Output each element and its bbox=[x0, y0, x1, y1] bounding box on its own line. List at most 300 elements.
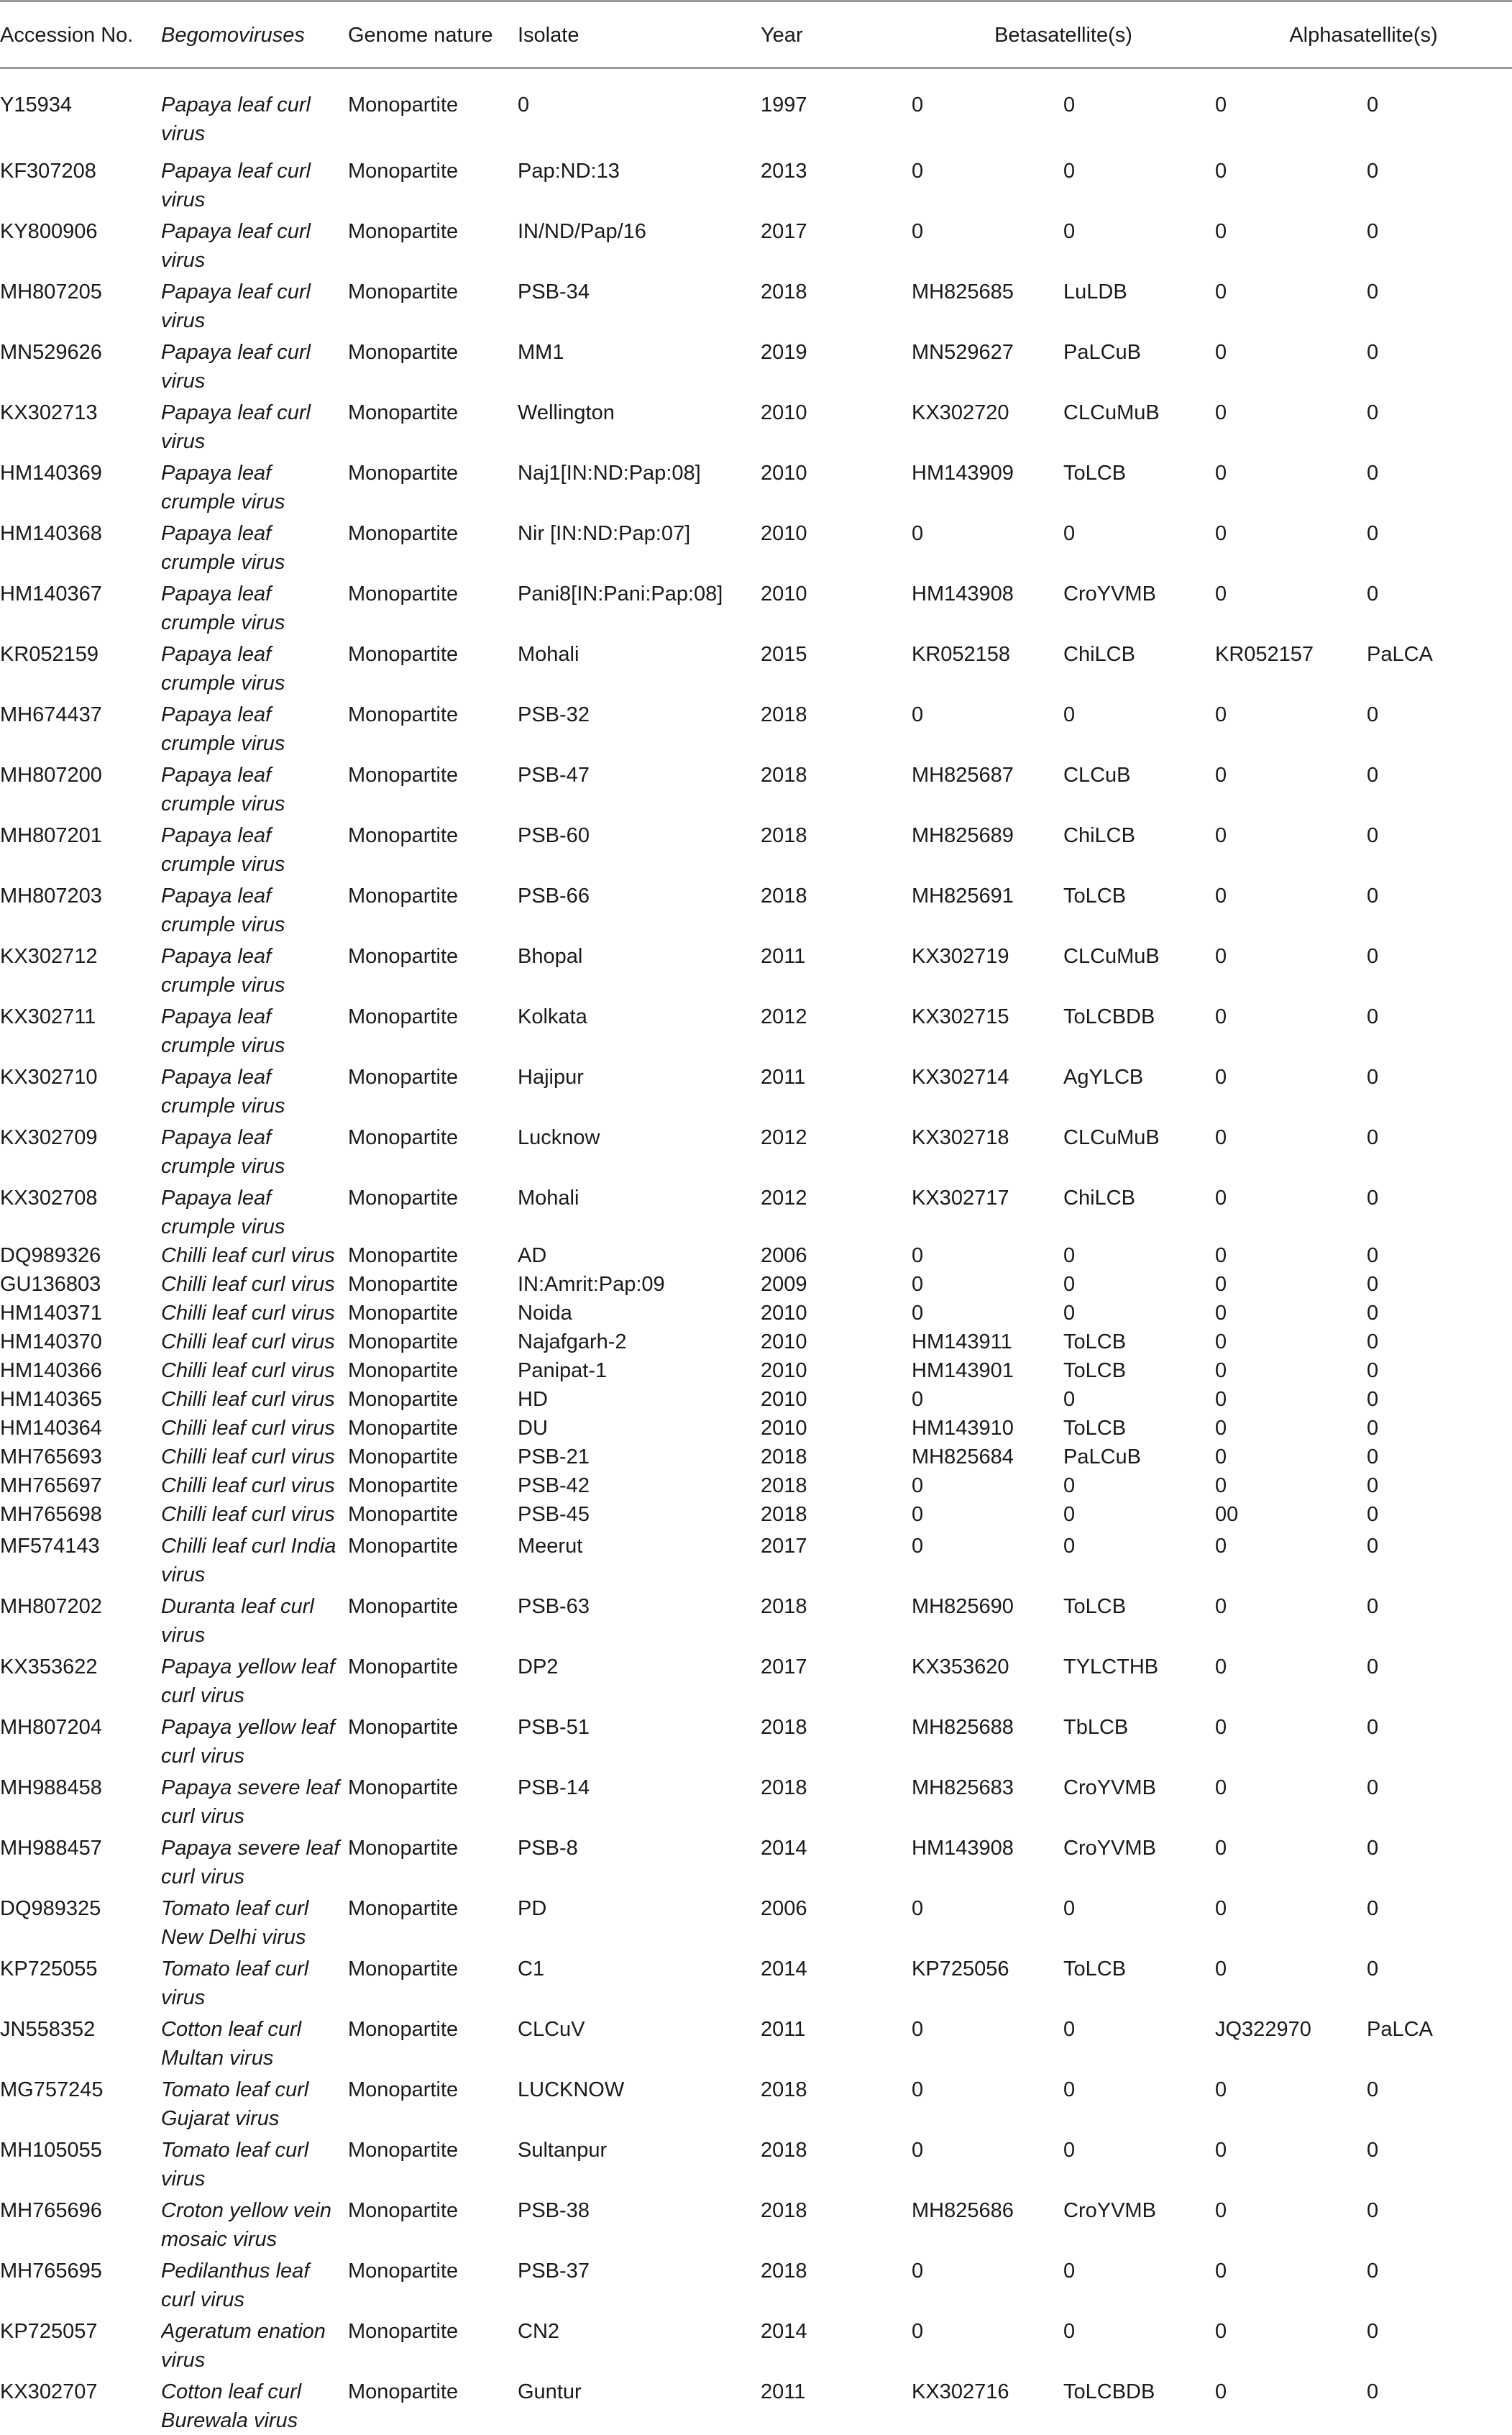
cell-isolate: PSB-8 bbox=[518, 1831, 761, 1891]
cell-alphasatellite-name: 0 bbox=[1367, 1299, 1512, 1328]
cell-isolate: IN:Amrit:Pap:09 bbox=[518, 1270, 761, 1299]
cell-betasatellite-name: TbLCB bbox=[1063, 1710, 1215, 1771]
cell-begomovirus: Papaya leaf crumple virus bbox=[161, 939, 348, 1000]
cell-begomovirus: Papaya leaf crumple virus bbox=[161, 758, 348, 818]
cell-accession: KP725057 bbox=[0, 2314, 161, 2375]
table-row bbox=[0, 2254, 1512, 2314]
table-row bbox=[0, 516, 1512, 577]
cell-isolate: PSB-60 bbox=[518, 818, 761, 879]
cell-alphasatellite-accession: 0 bbox=[1215, 939, 1367, 1000]
cell-year: 2018 bbox=[761, 2133, 912, 2193]
cell-betasatellite-accession: 0 bbox=[912, 1500, 1063, 1529]
cell-begomovirus: Papaya leaf curl virus bbox=[161, 68, 348, 155]
cell-alphasatellite-name: 0 bbox=[1367, 1181, 1512, 1241]
cell-isolate: Lucknow bbox=[518, 1120, 761, 1181]
cell-accession: HM140366 bbox=[0, 1356, 161, 1385]
cell-genome-nature: Monopartite bbox=[348, 818, 518, 879]
cell-begomovirus: Duranta leaf curl virus bbox=[161, 1589, 348, 1650]
cell-alphasatellite-name: 0 bbox=[1367, 1241, 1512, 1270]
cell-year: 2018 bbox=[761, 1771, 912, 1831]
cell-betasatellite-accession: KX302717 bbox=[912, 1181, 1063, 1241]
cell-year: 2018 bbox=[761, 1710, 912, 1771]
table-row bbox=[0, 1060, 1512, 1120]
cell-alphasatellite-name: 0 bbox=[1367, 818, 1512, 879]
table-row bbox=[0, 396, 1512, 456]
cell-alphasatellite-name: 0 bbox=[1367, 1952, 1512, 2012]
cell-accession: KF307208 bbox=[0, 154, 161, 214]
cell-genome-nature: Monopartite bbox=[348, 2133, 518, 2193]
cell-alphasatellite-name: 0 bbox=[1367, 577, 1512, 637]
cell-alphasatellite-accession: 0 bbox=[1215, 1241, 1367, 1270]
cell-alphasatellite-accession: 0 bbox=[1215, 2073, 1367, 2133]
cell-begomovirus: Ageratum enation virus bbox=[161, 2314, 348, 2375]
cell-genome-nature: Monopartite bbox=[348, 1060, 518, 1120]
table-row bbox=[0, 1831, 1512, 1891]
cell-alphasatellite-name: 0 bbox=[1367, 1385, 1512, 1414]
cell-accession: HM140367 bbox=[0, 577, 161, 637]
cell-betasatellite-name: 0 bbox=[1063, 1241, 1215, 1270]
cell-alphasatellite-accession: 0 bbox=[1215, 2375, 1367, 2435]
cell-accession: HM140370 bbox=[0, 1328, 161, 1356]
cell-year: 2006 bbox=[761, 1891, 912, 1952]
cell-begomovirus: Papaya leaf crumple virus bbox=[161, 637, 348, 698]
cell-betasatellite-name: ToLCB bbox=[1063, 1328, 1215, 1356]
table-row bbox=[0, 698, 1512, 758]
cell-begomovirus: Tomato leaf curl Gujarat virus bbox=[161, 2073, 348, 2133]
cell-alphasatellite-accession: JQ322970 bbox=[1215, 2012, 1367, 2073]
table-row bbox=[0, 1000, 1512, 1060]
cell-begomovirus: Tomato leaf curl virus bbox=[161, 2133, 348, 2193]
cell-betasatellite-name: ToLCB bbox=[1063, 879, 1215, 939]
cell-genome-nature: Monopartite bbox=[348, 214, 518, 275]
cell-begomovirus: Chilli leaf curl virus bbox=[161, 1500, 348, 1529]
cell-betasatellite-name: ChiLCB bbox=[1063, 637, 1215, 698]
cell-isolate: PSB-32 bbox=[518, 698, 761, 758]
header-begomoviruses: Begomoviruses bbox=[161, 1, 348, 68]
cell-genome-nature: Monopartite bbox=[348, 758, 518, 818]
cell-alphasatellite-name: 0 bbox=[1367, 2193, 1512, 2254]
cell-begomovirus: Pedilanthus leaf curl virus bbox=[161, 2254, 348, 2314]
table-row bbox=[0, 1385, 1512, 1414]
cell-genome-nature: Monopartite bbox=[348, 1710, 518, 1771]
cell-betasatellite-name: 0 bbox=[1063, 214, 1215, 275]
cell-alphasatellite-name: 0 bbox=[1367, 2133, 1512, 2193]
cell-year: 2018 bbox=[761, 698, 912, 758]
cell-genome-nature: Monopartite bbox=[348, 1891, 518, 1952]
cell-genome-nature: Monopartite bbox=[348, 2375, 518, 2435]
cell-betasatellite-name: CLCuMuB bbox=[1063, 1120, 1215, 1181]
cell-year: 2018 bbox=[761, 275, 912, 335]
cell-betasatellite-name: CroYVMB bbox=[1063, 2193, 1215, 2254]
cell-betasatellite-name: 0 bbox=[1063, 2073, 1215, 2133]
cell-alphasatellite-name: 0 bbox=[1367, 1471, 1512, 1500]
cell-accession: HM140369 bbox=[0, 456, 161, 516]
table-row bbox=[0, 2193, 1512, 2254]
cell-year: 2017 bbox=[761, 1529, 912, 1589]
cell-betasatellite-accession: KX353620 bbox=[912, 1650, 1063, 1710]
cell-alphasatellite-accession: 0 bbox=[1215, 68, 1367, 155]
cell-betasatellite-name: TYLCTHB bbox=[1063, 1650, 1215, 1710]
cell-year: 2011 bbox=[761, 939, 912, 1000]
cell-accession: HM140365 bbox=[0, 1385, 161, 1414]
cell-alphasatellite-accession: 0 bbox=[1215, 698, 1367, 758]
cell-alphasatellite-name: 0 bbox=[1367, 2254, 1512, 2314]
cell-genome-nature: Monopartite bbox=[348, 456, 518, 516]
cell-betasatellite-accession: 0 bbox=[912, 2254, 1063, 2314]
cell-betasatellite-accession: MN529627 bbox=[912, 335, 1063, 396]
cell-alphasatellite-accession: 0 bbox=[1215, 1181, 1367, 1241]
cell-begomovirus: Papaya leaf crumple virus bbox=[161, 1120, 348, 1181]
cell-betasatellite-accession: HM143909 bbox=[912, 456, 1063, 516]
cell-accession: MH765697 bbox=[0, 1471, 161, 1500]
cell-begomovirus: Papaya leaf curl virus bbox=[161, 335, 348, 396]
cell-begomovirus: Chilli leaf curl virus bbox=[161, 1471, 348, 1500]
cell-alphasatellite-accession: 0 bbox=[1215, 396, 1367, 456]
cell-isolate: Sultanpur bbox=[518, 2133, 761, 2193]
table-row bbox=[0, 758, 1512, 818]
cell-year: 2010 bbox=[761, 1299, 912, 1328]
cell-betasatellite-accession: KX302714 bbox=[912, 1060, 1063, 1120]
table-row bbox=[0, 275, 1512, 335]
cell-isolate: PSB-45 bbox=[518, 1500, 761, 1529]
cell-year: 2017 bbox=[761, 1650, 912, 1710]
cell-accession: MH807203 bbox=[0, 879, 161, 939]
cell-isolate: Pap:ND:13 bbox=[518, 154, 761, 214]
cell-alphasatellite-accession: 0 bbox=[1215, 1060, 1367, 1120]
table-row bbox=[0, 1443, 1512, 1471]
cell-alphasatellite-accession: 0 bbox=[1215, 1328, 1367, 1356]
cell-alphasatellite-name: 0 bbox=[1367, 1414, 1512, 1443]
cell-begomovirus: Chilli leaf curl virus bbox=[161, 1385, 348, 1414]
cell-alphasatellite-accession: 0 bbox=[1215, 335, 1367, 396]
cell-isolate: Meerut bbox=[518, 1529, 761, 1589]
cell-alphasatellite-accession: 0 bbox=[1215, 2254, 1367, 2314]
cell-accession: DQ989325 bbox=[0, 1891, 161, 1952]
cell-alphasatellite-accession: 0 bbox=[1215, 1000, 1367, 1060]
table-row bbox=[0, 154, 1512, 214]
cell-isolate: Mohali bbox=[518, 637, 761, 698]
header-betasatellites: Betasatellite(s) bbox=[912, 1, 1215, 68]
table-row bbox=[0, 1356, 1512, 1385]
cell-betasatellite-accession: MH825683 bbox=[912, 1771, 1063, 1831]
cell-genome-nature: Monopartite bbox=[348, 1270, 518, 1299]
cell-betasatellite-name: AgYLCB bbox=[1063, 1060, 1215, 1120]
cell-alphasatellite-name: 0 bbox=[1367, 1831, 1512, 1891]
cell-betasatellite-accession: KX302718 bbox=[912, 1120, 1063, 1181]
cell-accession: KR052159 bbox=[0, 637, 161, 698]
cell-year: 2018 bbox=[761, 1471, 912, 1500]
table-row bbox=[0, 879, 1512, 939]
cell-alphasatellite-name: 0 bbox=[1367, 1589, 1512, 1650]
cell-alphasatellite-name: 0 bbox=[1367, 698, 1512, 758]
cell-alphasatellite-accession: 0 bbox=[1215, 1414, 1367, 1443]
cell-year: 2012 bbox=[761, 1000, 912, 1060]
cell-betasatellite-name: 0 bbox=[1063, 1500, 1215, 1529]
cell-accession: MH765695 bbox=[0, 2254, 161, 2314]
cell-isolate: PD bbox=[518, 1891, 761, 1952]
cell-betasatellite-name: CroYVMB bbox=[1063, 1831, 1215, 1891]
cell-alphasatellite-name: 0 bbox=[1367, 154, 1512, 214]
cell-isolate: MM1 bbox=[518, 335, 761, 396]
cell-isolate: 0 bbox=[518, 68, 761, 155]
cell-accession: DQ989326 bbox=[0, 1241, 161, 1270]
cell-alphasatellite-accession: 0 bbox=[1215, 1831, 1367, 1891]
cell-isolate: C1 bbox=[518, 1952, 761, 2012]
cell-alphasatellite-accession: 0 bbox=[1215, 516, 1367, 577]
cell-genome-nature: Monopartite bbox=[348, 577, 518, 637]
cell-alphasatellite-accession: 0 bbox=[1215, 1385, 1367, 1414]
cell-genome-nature: Monopartite bbox=[348, 396, 518, 456]
cell-betasatellite-name: ToLCB bbox=[1063, 1356, 1215, 1385]
cell-betasatellite-name: LuLDB bbox=[1063, 275, 1215, 335]
cell-alphasatellite-accession: 0 bbox=[1215, 214, 1367, 275]
cell-betasatellite-accession: 0 bbox=[912, 214, 1063, 275]
cell-year: 2018 bbox=[761, 1443, 912, 1471]
cell-year: 2006 bbox=[761, 1241, 912, 1270]
cell-isolate: Mohali bbox=[518, 1181, 761, 1241]
cell-year: 2010 bbox=[761, 456, 912, 516]
cell-alphasatellite-name: 0 bbox=[1367, 1891, 1512, 1952]
cell-year: 2014 bbox=[761, 2314, 912, 2375]
cell-year: 1997 bbox=[761, 68, 912, 155]
cell-year: 2010 bbox=[761, 1414, 912, 1443]
cell-isolate: Noida bbox=[518, 1299, 761, 1328]
cell-alphasatellite-name: 0 bbox=[1367, 214, 1512, 275]
cell-accession: KX353622 bbox=[0, 1650, 161, 1710]
cell-year: 2014 bbox=[761, 1831, 912, 1891]
cell-accession: MH988458 bbox=[0, 1771, 161, 1831]
cell-isolate: PSB-42 bbox=[518, 1471, 761, 1500]
cell-accession: MH105055 bbox=[0, 2133, 161, 2193]
cell-isolate: Najafgarh-2 bbox=[518, 1328, 761, 1356]
cell-alphasatellite-accession: 0 bbox=[1215, 456, 1367, 516]
cell-accession: HM140371 bbox=[0, 1299, 161, 1328]
cell-year: 2010 bbox=[761, 1385, 912, 1414]
cell-year: 2013 bbox=[761, 154, 912, 214]
cell-alphasatellite-name: PaLCA bbox=[1367, 2012, 1512, 2073]
table-row bbox=[0, 1120, 1512, 1181]
cell-year: 2010 bbox=[761, 396, 912, 456]
cell-begomovirus: Cotton leaf curl Burewala virus bbox=[161, 2375, 348, 2435]
cell-begomovirus: Chilli leaf curl virus bbox=[161, 1241, 348, 1270]
cell-betasatellite-accession: 0 bbox=[912, 2073, 1063, 2133]
table-row bbox=[0, 1299, 1512, 1328]
cell-isolate: Kolkata bbox=[518, 1000, 761, 1060]
cell-begomovirus: Papaya yellow leaf curl virus bbox=[161, 1650, 348, 1710]
cell-year: 2010 bbox=[761, 1328, 912, 1356]
cell-alphasatellite-accession: 0 bbox=[1215, 1710, 1367, 1771]
table-row bbox=[0, 1589, 1512, 1650]
cell-accession: MH807204 bbox=[0, 1710, 161, 1771]
cell-alphasatellite-name: 0 bbox=[1367, 396, 1512, 456]
cell-alphasatellite-name: 0 bbox=[1367, 1120, 1512, 1181]
cell-begomovirus: Papaya leaf curl virus bbox=[161, 275, 348, 335]
cell-alphasatellite-accession: 0 bbox=[1215, 879, 1367, 939]
cell-isolate: Naj1[IN:ND:Pap:08] bbox=[518, 456, 761, 516]
cell-betasatellite-accession: KX302720 bbox=[912, 396, 1063, 456]
cell-alphasatellite-name: 0 bbox=[1367, 1356, 1512, 1385]
cell-year: 2017 bbox=[761, 214, 912, 275]
cell-genome-nature: Monopartite bbox=[348, 1328, 518, 1356]
cell-betasatellite-accession: 0 bbox=[912, 68, 1063, 155]
cell-accession: KP725055 bbox=[0, 1952, 161, 2012]
cell-alphasatellite-accession: 0 bbox=[1215, 1270, 1367, 1299]
cell-isolate: Wellington bbox=[518, 396, 761, 456]
cell-alphasatellite-accession: 0 bbox=[1215, 1589, 1367, 1650]
table-row bbox=[0, 68, 1512, 155]
cell-isolate: Pani8[IN:Pani:Pap:08] bbox=[518, 577, 761, 637]
cell-betasatellite-accession: KR052158 bbox=[912, 637, 1063, 698]
cell-isolate: AD bbox=[518, 1241, 761, 1270]
table-row bbox=[0, 637, 1512, 698]
cell-alphasatellite-name: 0 bbox=[1367, 516, 1512, 577]
cell-genome-nature: Monopartite bbox=[348, 1120, 518, 1181]
cell-alphasatellite-name: 0 bbox=[1367, 1529, 1512, 1589]
table-row bbox=[0, 1270, 1512, 1299]
cell-accession: KX302713 bbox=[0, 396, 161, 456]
cell-alphasatellite-accession: 0 bbox=[1215, 1952, 1367, 2012]
cell-betasatellite-accession: 0 bbox=[912, 1529, 1063, 1589]
cell-betasatellite-accession: KP725056 bbox=[912, 1952, 1063, 2012]
cell-accession: KY800906 bbox=[0, 214, 161, 275]
cell-genome-nature: Monopartite bbox=[348, 1181, 518, 1241]
cell-alphasatellite-accession: 0 bbox=[1215, 2314, 1367, 2375]
cell-genome-nature: Monopartite bbox=[348, 1529, 518, 1589]
cell-accession: KX302708 bbox=[0, 1181, 161, 1241]
cell-betasatellite-accession: HM143908 bbox=[912, 1831, 1063, 1891]
cell-isolate: Nir [IN:ND:Pap:07] bbox=[518, 516, 761, 577]
cell-year: 2018 bbox=[761, 879, 912, 939]
cell-alphasatellite-accession: 0 bbox=[1215, 1299, 1367, 1328]
cell-accession: HM140364 bbox=[0, 1414, 161, 1443]
cell-begomovirus: Tomato leaf curl New Delhi virus bbox=[161, 1891, 348, 1952]
cell-betasatellite-name: CroYVMB bbox=[1063, 1771, 1215, 1831]
cell-alphasatellite-name: 0 bbox=[1367, 939, 1512, 1000]
cell-betasatellite-accession: 0 bbox=[912, 2314, 1063, 2375]
cell-betasatellite-name: ToLCB bbox=[1063, 1589, 1215, 1650]
cell-accession: MH765698 bbox=[0, 1500, 161, 1529]
cell-isolate: CLCuV bbox=[518, 2012, 761, 2073]
cell-isolate: Bhopal bbox=[518, 939, 761, 1000]
cell-betasatellite-name: 0 bbox=[1063, 1270, 1215, 1299]
cell-genome-nature: Monopartite bbox=[348, 1650, 518, 1710]
cell-betasatellite-name: 0 bbox=[1063, 1385, 1215, 1414]
table-row bbox=[0, 1952, 1512, 2012]
cell-betasatellite-name: ToLCB bbox=[1063, 1952, 1215, 2012]
cell-isolate: PSB-66 bbox=[518, 879, 761, 939]
cell-betasatellite-accession: 0 bbox=[912, 2133, 1063, 2193]
cell-alphasatellite-accession: 0 bbox=[1215, 2193, 1367, 2254]
cell-betasatellite-accession: MH825686 bbox=[912, 2193, 1063, 2254]
cell-alphasatellite-accession: 0 bbox=[1215, 1891, 1367, 1952]
cell-alphasatellite-accession: 0 bbox=[1215, 1650, 1367, 1710]
cell-betasatellite-name: ToLCBDB bbox=[1063, 2375, 1215, 2435]
cell-isolate: PSB-63 bbox=[518, 1589, 761, 1650]
cell-accession: MN529626 bbox=[0, 335, 161, 396]
cell-begomovirus: Papaya leaf crumple virus bbox=[161, 698, 348, 758]
cell-betasatellite-accession: MH825689 bbox=[912, 818, 1063, 879]
table-row bbox=[0, 1471, 1512, 1500]
cell-begomovirus: Chilli leaf curl virus bbox=[161, 1270, 348, 1299]
cell-begomovirus: Papaya leaf curl virus bbox=[161, 214, 348, 275]
cell-genome-nature: Monopartite bbox=[348, 2314, 518, 2375]
cell-year: 2011 bbox=[761, 1060, 912, 1120]
cell-betasatellite-name: CroYVMB bbox=[1063, 577, 1215, 637]
cell-betasatellite-name: 0 bbox=[1063, 2314, 1215, 2375]
cell-genome-nature: Monopartite bbox=[348, 1831, 518, 1891]
cell-betasatellite-name: CLCuMuB bbox=[1063, 939, 1215, 1000]
cell-betasatellite-name: 0 bbox=[1063, 68, 1215, 155]
cell-genome-nature: Monopartite bbox=[348, 1385, 518, 1414]
cell-accession: JN558352 bbox=[0, 2012, 161, 2073]
cell-betasatellite-accession: 0 bbox=[912, 698, 1063, 758]
cell-alphasatellite-name: 0 bbox=[1367, 758, 1512, 818]
table-row bbox=[0, 1891, 1512, 1952]
cell-begomovirus: Chilli leaf curl virus bbox=[161, 1414, 348, 1443]
cell-alphasatellite-name: 0 bbox=[1367, 456, 1512, 516]
cell-alphasatellite-accession: 0 bbox=[1215, 758, 1367, 818]
cell-begomovirus: Chilli leaf curl India virus bbox=[161, 1529, 348, 1589]
cell-accession: HM140368 bbox=[0, 516, 161, 577]
cell-betasatellite-name: ChiLCB bbox=[1063, 1181, 1215, 1241]
cell-begomovirus: Papaya leaf crumple virus bbox=[161, 879, 348, 939]
table-row bbox=[0, 1529, 1512, 1589]
table-row bbox=[0, 2073, 1512, 2133]
cell-year: 2012 bbox=[761, 1181, 912, 1241]
cell-genome-nature: Monopartite bbox=[348, 1500, 518, 1529]
cell-year: 2018 bbox=[761, 818, 912, 879]
cell-accession: MH674437 bbox=[0, 698, 161, 758]
cell-isolate: Panipat-1 bbox=[518, 1356, 761, 1385]
cell-year: 2010 bbox=[761, 516, 912, 577]
cell-alphasatellite-accession: 0 bbox=[1215, 577, 1367, 637]
cell-betasatellite-name: CLCuB bbox=[1063, 758, 1215, 818]
cell-alphasatellite-name: 0 bbox=[1367, 1060, 1512, 1120]
cell-betasatellite-name: 0 bbox=[1063, 154, 1215, 214]
table-row bbox=[0, 456, 1512, 516]
cell-betasatellite-accession: KX302716 bbox=[912, 2375, 1063, 2435]
cell-isolate: PSB-47 bbox=[518, 758, 761, 818]
cell-alphasatellite-name: 0 bbox=[1367, 1771, 1512, 1831]
table-header bbox=[0, 1, 1512, 68]
cell-isolate: PSB-51 bbox=[518, 1710, 761, 1771]
cell-betasatellite-name: 0 bbox=[1063, 698, 1215, 758]
cell-betasatellite-name: 0 bbox=[1063, 1891, 1215, 1952]
cell-alphasatellite-accession: 0 bbox=[1215, 1771, 1367, 1831]
cell-isolate: IN/ND/Pap/16 bbox=[518, 214, 761, 275]
cell-year: 2018 bbox=[761, 758, 912, 818]
cell-year: 2010 bbox=[761, 1356, 912, 1385]
cell-betasatellite-accession: 0 bbox=[912, 154, 1063, 214]
table-row bbox=[0, 214, 1512, 275]
cell-betasatellite-name: 0 bbox=[1063, 516, 1215, 577]
cell-genome-nature: Monopartite bbox=[348, 698, 518, 758]
cell-betasatellite-name: ToLCB bbox=[1063, 1414, 1215, 1443]
cell-genome-nature: Monopartite bbox=[348, 335, 518, 396]
cell-genome-nature: Monopartite bbox=[348, 1000, 518, 1060]
cell-genome-nature: Monopartite bbox=[348, 879, 518, 939]
cell-accession: MH765693 bbox=[0, 1443, 161, 1471]
cell-begomovirus: Papaya severe leaf curl virus bbox=[161, 1771, 348, 1831]
cell-alphasatellite-name: 0 bbox=[1367, 275, 1512, 335]
cell-betasatellite-accession: 0 bbox=[912, 516, 1063, 577]
cell-betasatellite-accession: 0 bbox=[912, 1471, 1063, 1500]
cell-genome-nature: Monopartite bbox=[348, 154, 518, 214]
cell-genome-nature: Monopartite bbox=[348, 1356, 518, 1385]
cell-year: 2011 bbox=[761, 2012, 912, 2073]
cell-isolate: CN2 bbox=[518, 2314, 761, 2375]
cell-accession: MG757245 bbox=[0, 2073, 161, 2133]
